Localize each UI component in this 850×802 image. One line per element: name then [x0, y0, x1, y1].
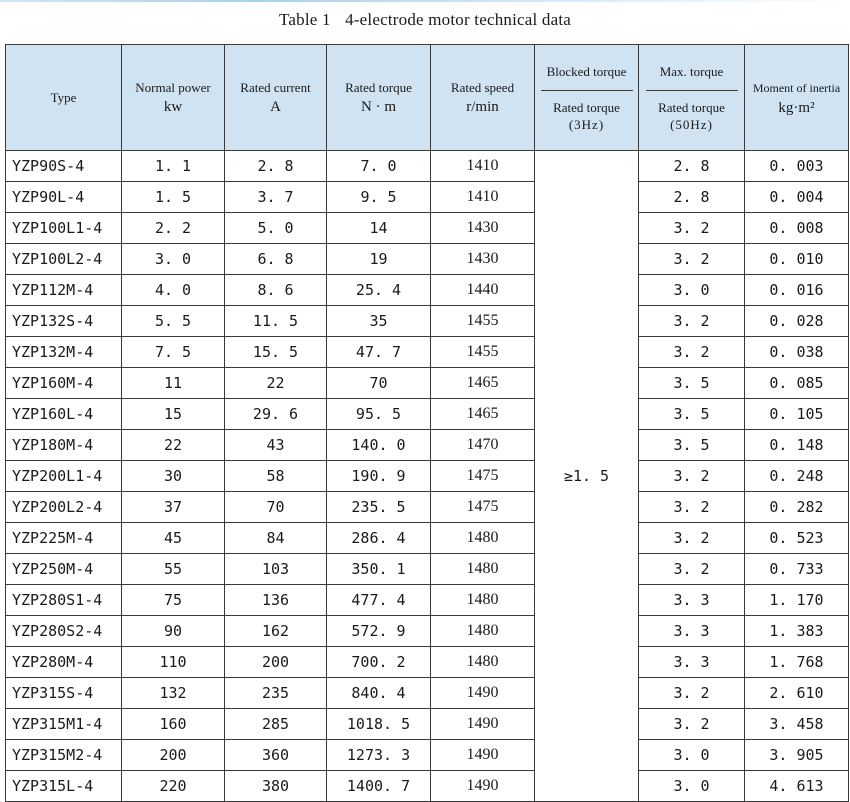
cell-rated-torque: 19: [327, 244, 431, 275]
cell-rated-current: 285: [225, 709, 327, 740]
table-body: [6, 151, 849, 802]
table-caption: [0, 6, 850, 34]
cell-type: YZP315M1-4: [6, 709, 122, 740]
cell-rated-speed: 1480: [431, 647, 535, 678]
cell-rated-torque: 477. 4: [327, 585, 431, 616]
cell-rated-current: 136: [225, 585, 327, 616]
caption-title: 4-electrode motor technical data: [345, 10, 571, 29]
cell-type: YZP280M-4: [6, 647, 122, 678]
cell-rated-current: 380: [225, 771, 327, 802]
cell-rated-current: 70: [225, 492, 327, 523]
cell-type: YZP180M-4: [6, 430, 122, 461]
caption-number: Table 1: [279, 10, 331, 29]
cell-normal-power: 4. 0: [122, 275, 225, 306]
header-rated-current-unit: A: [270, 99, 281, 115]
cell-rated-torque: 286. 4: [327, 523, 431, 554]
cell-moment-of-inertia: 4. 613: [745, 771, 849, 802]
header-rated-torque: [327, 45, 431, 151]
cell-rated-torque: 1018. 5: [327, 709, 431, 740]
header-max-numerator: Max. torque: [646, 63, 738, 91]
table-row: [6, 306, 849, 337]
cell-rated-current: 29. 6: [225, 399, 327, 430]
cell-rated-torque: 25. 4: [327, 275, 431, 306]
cell-type: YZP280S2-4: [6, 616, 122, 647]
table-row: [6, 740, 849, 771]
cell-type: YZP112M-4: [6, 275, 122, 306]
cell-type: YZP160M-4: [6, 368, 122, 399]
cell-rated-speed: 1410: [431, 182, 535, 213]
cell-rated-speed: 1490: [431, 678, 535, 709]
header-inertia-label: Moment of inertia: [752, 80, 841, 95]
cell-rated-torque: 1273. 3: [327, 740, 431, 771]
cell-moment-of-inertia: 0. 523: [745, 523, 849, 554]
header-blocked-denominator: Rated torque: [553, 99, 620, 115]
cell-normal-power: 5. 5: [122, 306, 225, 337]
cell-normal-power: 22: [122, 430, 225, 461]
header-inertia: [745, 45, 849, 151]
cell-normal-power: 37: [122, 492, 225, 523]
cell-rated-current: 58: [225, 461, 327, 492]
cell-rated-speed: 1465: [431, 399, 535, 430]
table-row: [6, 523, 849, 554]
header-normal-power-label: Normal power: [135, 80, 211, 95]
header-blocked-numerator: Blocked torque: [541, 63, 633, 91]
cell-moment-of-inertia: 1. 170: [745, 585, 849, 616]
cell-moment-of-inertia: 3. 458: [745, 709, 849, 740]
cell-max-torque-ratio: 2. 8: [639, 182, 745, 213]
cell-rated-speed: 1490: [431, 709, 535, 740]
header-blocked-ratio: [535, 45, 639, 151]
cell-normal-power: 75: [122, 585, 225, 616]
header-inertia-unit: kg·m²: [778, 99, 815, 116]
cell-rated-torque: 70: [327, 368, 431, 399]
cell-max-torque-ratio: 2. 8: [639, 151, 745, 182]
cell-normal-power: 2. 2: [122, 213, 225, 244]
cell-rated-current: 22: [225, 368, 327, 399]
cell-rated-torque: 1400. 7: [327, 771, 431, 802]
cell-type: YZP250M-4: [6, 554, 122, 585]
cell-type: YZP315L-4: [6, 771, 122, 802]
cell-max-torque-ratio: 3. 2: [639, 678, 745, 709]
header-normal-power: [122, 45, 225, 151]
cell-normal-power: 15: [122, 399, 225, 430]
cell-max-torque-ratio: 3. 5: [639, 399, 745, 430]
cell-max-torque-ratio: 3. 0: [639, 740, 745, 771]
cell-rated-speed: 1490: [431, 740, 535, 771]
cell-blocked-torque-ratio: ≥1. 5: [535, 151, 639, 802]
cell-rated-current: 3. 7: [225, 182, 327, 213]
header-type: [6, 45, 122, 151]
cell-type: YZP132M-4: [6, 337, 122, 368]
table-row: [6, 275, 849, 306]
cell-max-torque-ratio: 3. 2: [639, 306, 745, 337]
cell-rated-torque: 350. 1: [327, 554, 431, 585]
cell-rated-speed: 1475: [431, 492, 535, 523]
cell-max-torque-ratio: 3. 5: [639, 368, 745, 399]
cell-moment-of-inertia: 0. 282: [745, 492, 849, 523]
header-blocked-frequency: (3Hz): [568, 116, 605, 132]
cell-type: YZP90S-4: [6, 151, 122, 182]
table-row: [6, 709, 849, 740]
cell-max-torque-ratio: 3. 2: [639, 554, 745, 585]
cell-rated-torque: 572. 9: [327, 616, 431, 647]
cell-type: YZP200L2-4: [6, 492, 122, 523]
table-row: [6, 554, 849, 585]
cell-moment-of-inertia: 3. 905: [745, 740, 849, 771]
header-rated-torque-label: Rated torque: [345, 80, 412, 95]
cell-rated-current: 162: [225, 616, 327, 647]
header-row: [6, 45, 849, 151]
cell-type: YZP315M2-4: [6, 740, 122, 771]
cell-rated-speed: 1430: [431, 213, 535, 244]
cell-normal-power: 11: [122, 368, 225, 399]
cell-moment-of-inertia: 0. 004: [745, 182, 849, 213]
cell-rated-torque: 840. 4: [327, 678, 431, 709]
cell-moment-of-inertia: 0. 016: [745, 275, 849, 306]
header-normal-power-unit: kw: [163, 99, 183, 115]
header-type-label: Type: [50, 90, 77, 105]
cell-normal-power: 1. 1: [122, 151, 225, 182]
table-row: [6, 399, 849, 430]
cell-rated-speed: 1480: [431, 554, 535, 585]
cell-max-torque-ratio: 3. 0: [639, 275, 745, 306]
cell-max-torque-ratio: 3. 3: [639, 647, 745, 678]
table-row: [6, 151, 849, 182]
cell-rated-torque: 7. 0: [327, 151, 431, 182]
cell-rated-speed: 1410: [431, 151, 535, 182]
cell-rated-speed: 1440: [431, 275, 535, 306]
cell-normal-power: 45: [122, 523, 225, 554]
cell-type: YZP315S-4: [6, 678, 122, 709]
motor-data-table: [5, 44, 849, 802]
table-row: [6, 771, 849, 802]
table-row: [6, 678, 849, 709]
top-rule: [0, 0, 850, 2]
cell-moment-of-inertia: 0. 085: [745, 368, 849, 399]
table-row: [6, 647, 849, 678]
cell-max-torque-ratio: 3. 2: [639, 337, 745, 368]
cell-rated-speed: 1480: [431, 616, 535, 647]
table-row: [6, 461, 849, 492]
cell-moment-of-inertia: 0. 105: [745, 399, 849, 430]
cell-normal-power: 3. 0: [122, 244, 225, 275]
cell-rated-current: 5. 0: [225, 213, 327, 244]
cell-type: YZP100L1-4: [6, 213, 122, 244]
cell-type: YZP225M-4: [6, 523, 122, 554]
cell-rated-torque: 700. 2: [327, 647, 431, 678]
cell-rated-current: 2. 8: [225, 151, 327, 182]
cell-rated-current: 84: [225, 523, 327, 554]
cell-normal-power: 200: [122, 740, 225, 771]
header-rated-current: [225, 45, 327, 151]
cell-normal-power: 90: [122, 616, 225, 647]
cell-max-torque-ratio: 3. 2: [639, 213, 745, 244]
cell-type: YZP90L-4: [6, 182, 122, 213]
cell-rated-current: 235: [225, 678, 327, 709]
table-row: [6, 430, 849, 461]
table-row: [6, 585, 849, 616]
header-rated-current-label: Rated current: [240, 80, 311, 95]
cell-max-torque-ratio: 3. 0: [639, 771, 745, 802]
header-rated-speed: [431, 45, 535, 151]
cell-normal-power: 220: [122, 771, 225, 802]
header-rated-speed-unit: r/min: [466, 99, 499, 115]
table-row: [6, 616, 849, 647]
cell-moment-of-inertia: 2. 610: [745, 678, 849, 709]
cell-max-torque-ratio: 3. 3: [639, 585, 745, 616]
table-row: [6, 213, 849, 244]
table-row: [6, 368, 849, 399]
cell-max-torque-ratio: 3. 3: [639, 616, 745, 647]
cell-moment-of-inertia: 0. 010: [745, 244, 849, 275]
cell-rated-torque: 35: [327, 306, 431, 337]
cell-rated-torque: 95. 5: [327, 399, 431, 430]
header-max-denominator: Rated torque: [658, 99, 725, 115]
cell-rated-torque: 190. 9: [327, 461, 431, 492]
cell-normal-power: 7. 5: [122, 337, 225, 368]
cell-moment-of-inertia: 0. 003: [745, 151, 849, 182]
cell-rated-speed: 1475: [431, 461, 535, 492]
cell-type: YZP200L1-4: [6, 461, 122, 492]
cell-rated-speed: 1490: [431, 771, 535, 802]
table-row: [6, 492, 849, 523]
cell-max-torque-ratio: 3. 2: [639, 244, 745, 275]
cell-moment-of-inertia: 1. 383: [745, 616, 849, 647]
header-rated-speed-label: Rated speed: [450, 80, 515, 95]
cell-normal-power: 30: [122, 461, 225, 492]
cell-rated-current: 11. 5: [225, 306, 327, 337]
cell-rated-current: 200: [225, 647, 327, 678]
cell-rated-current: 43: [225, 430, 327, 461]
cell-rated-torque: 140. 0: [327, 430, 431, 461]
cell-rated-current: 8. 6: [225, 275, 327, 306]
cell-rated-current: 6. 8: [225, 244, 327, 275]
cell-normal-power: 160: [122, 709, 225, 740]
cell-type: YZP100L2-4: [6, 244, 122, 275]
cell-rated-speed: 1480: [431, 523, 535, 554]
cell-normal-power: 110: [122, 647, 225, 678]
cell-rated-current: 103: [225, 554, 327, 585]
cell-rated-speed: 1455: [431, 306, 535, 337]
cell-normal-power: 132: [122, 678, 225, 709]
cell-normal-power: 55: [122, 554, 225, 585]
cell-moment-of-inertia: 1. 768: [745, 647, 849, 678]
cell-max-torque-ratio: 3. 2: [639, 523, 745, 554]
cell-max-torque-ratio: 3. 2: [639, 709, 745, 740]
table-row: [6, 337, 849, 368]
table-row: [6, 244, 849, 275]
cell-moment-of-inertia: 0. 028: [745, 306, 849, 337]
cell-rated-speed: 1465: [431, 368, 535, 399]
cell-max-torque-ratio: 3. 2: [639, 461, 745, 492]
cell-type: YZP132S-4: [6, 306, 122, 337]
header-rated-torque-unit: N · m: [361, 99, 396, 115]
cell-max-torque-ratio: 3. 2: [639, 492, 745, 523]
table-row: [6, 182, 849, 213]
cell-max-torque-ratio: 3. 5: [639, 430, 745, 461]
cell-rated-speed: 1480: [431, 585, 535, 616]
header-max-frequency: (50Hz): [670, 116, 713, 132]
cell-rated-speed: 1430: [431, 244, 535, 275]
cell-rated-current: 360: [225, 740, 327, 771]
cell-rated-torque: 47. 7: [327, 337, 431, 368]
cell-moment-of-inertia: 0. 038: [745, 337, 849, 368]
cell-rated-torque: 9. 5: [327, 182, 431, 213]
cell-moment-of-inertia: 0. 148: [745, 430, 849, 461]
cell-moment-of-inertia: 0. 248: [745, 461, 849, 492]
cell-type: YZP280S1-4: [6, 585, 122, 616]
cell-rated-speed: 1470: [431, 430, 535, 461]
cell-type: YZP160L-4: [6, 399, 122, 430]
cell-normal-power: 1. 5: [122, 182, 225, 213]
cell-moment-of-inertia: 0. 008: [745, 213, 849, 244]
cell-rated-torque: 14: [327, 213, 431, 244]
cell-rated-current: 15. 5: [225, 337, 327, 368]
cell-moment-of-inertia: 0. 733: [745, 554, 849, 585]
cell-rated-speed: 1455: [431, 337, 535, 368]
header-max-ratio: [639, 45, 745, 151]
cell-rated-torque: 235. 5: [327, 492, 431, 523]
